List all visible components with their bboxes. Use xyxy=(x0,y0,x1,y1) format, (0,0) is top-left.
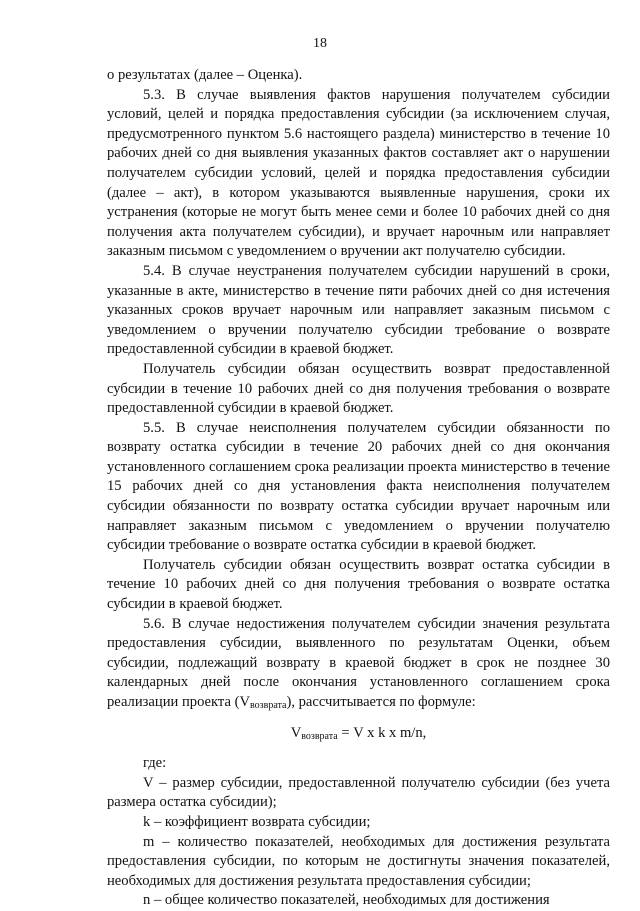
paragraph-return-remainder: Получатель субсидии обязан осуществить возврат остатка субсидии в течение 10 рабочих дней со дня получения требования о возврате остатка субсидии в краевой бюджет. xyxy=(107,556,610,613)
document-body xyxy=(107,66,610,911)
paragraph-5-5: 5.5. В случае неисполнения получателем субсидии обязанности по возврату остатка субсидии в течение 20 рабочих дней со дня окончания установленного соглашением срока реализации проекта министерство в течение 15 рабочих дней со дня установления факта неисполнения получателем субсидии обязанности по возврату остатка субсидии вручает нарочным или направляет заказным письмом с уведомлением о вручении получателю субсидии требование о возврате остатка субсидии в краевой бюджет. xyxy=(107,419,610,554)
paragraph-return-subsidy: Получатель субсидии обязан осуществить возврат предоставленной субсидии в течение 10 рабочих дней со дня получения требования о возврате предоставленной субсидии в краевой бюджет. xyxy=(107,360,610,417)
formula-subscript: возврата xyxy=(301,730,338,742)
v-return-subscript: возврата xyxy=(250,700,287,711)
definition-k: k – коэффициент возврата субсидии; xyxy=(143,813,371,830)
paragraph-5-3: 5.3. В случае выявления фактов нарушения получателем субсидии условий, целей и порядка предоставления субсидии (за исключением случая, предусмотренного пунктом 5.6 настоящего раздела) министерство в течение 10 рабочих дней со дня выявления указанных фактов составляет акт о нарушении получателем субсидии условий, целей и порядка предоставления субсидии (далее – акт), в котором указываются выявленные нарушения, сроки их устранения (которые не могут быть менее семи и более 10 рабочих дней со дня получения акта получателем субсидии), и вручает нарочным или направляет заказным письмом с уведомлением о вручении акт получателю субсидии. xyxy=(107,86,610,260)
formula-rest: = V x k x m/n, xyxy=(337,724,427,741)
formula xyxy=(107,724,610,747)
page-number: 18 xyxy=(313,36,327,51)
paragraph-5-6 xyxy=(107,615,610,716)
formula-v: V xyxy=(290,724,302,741)
paragraph-5-4: 5.4. В случае неустранения получателем субсидии нарушений в сроки, указанные в акте, министерство в течение пяти рабочих дней со дня истечения указанных сроков вручает нарочным или направляет заказным письмом с уведомлением о вручении получателю субсидии требование о возврате предоставленной субсидии в краевой бюджет. xyxy=(107,262,610,358)
paragraph-5-6-text: 5.6. В случае недостижения получателем субсидии значения результата предоставления субсидии, выявленного по результатам Оценки, объем субсидии, подлежащий возврату в краевой бюджет в срок не позднее 30 календарных дней после окончания установленного соглашением срока реализации проекта (V xyxy=(107,615,610,710)
definition-m: m – количество показателей, необходимых для достижения результата предоставления субсидии, по которым не достигнуты значения показателей, необходимых для достижения результата предоставления субсидии; xyxy=(107,833,610,889)
definition-v: V – размер субсидии, предоставленной получателю субсидии (без учета размера остатка субсидии); xyxy=(107,774,610,811)
paragraph-continuation: о результатах (далее – Оценка). xyxy=(107,67,303,83)
definition-n: n – общее количество показателей, необходимых для достижения xyxy=(143,892,550,909)
where-label: где: xyxy=(143,755,167,772)
paragraph-5-6-tail: ), рассчитывается по формуле: xyxy=(286,694,476,710)
